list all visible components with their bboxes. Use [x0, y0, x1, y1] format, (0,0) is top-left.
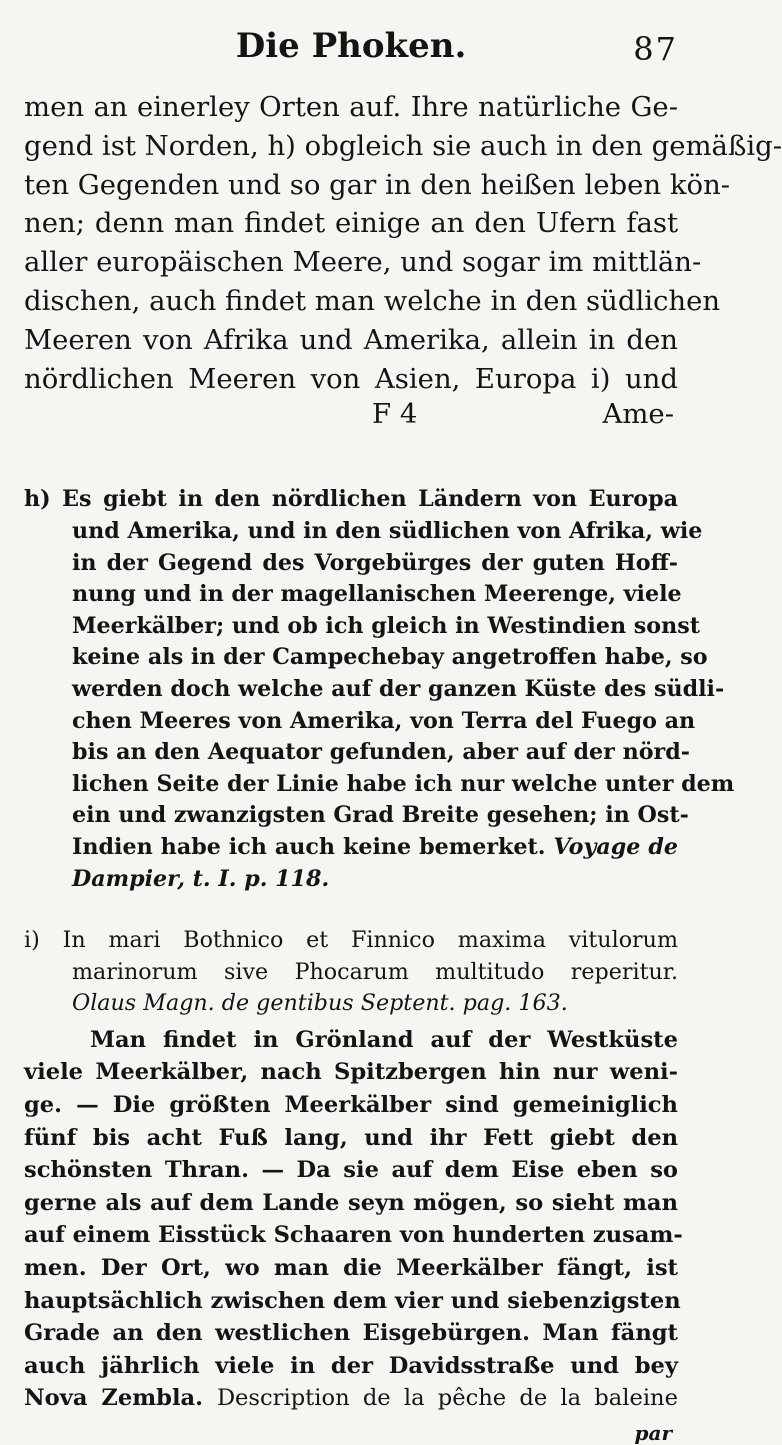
text-line: men. Der Ort, wo man die Meerkälber fängt, ist: [24, 1255, 678, 1282]
footnote-line: in der Gegend des Vorgebürges der guten Hoff-: [72, 549, 678, 576]
footnote-line: keine als in der Campechebay angetroffen habe, so: [72, 644, 708, 671]
citation: Description de la pêche de la baleine: [216, 1385, 678, 1412]
text-line: [24, 1382, 678, 1415]
text-line: auf einem Eisstück Schaaren von hunderten zusam-: [24, 1222, 683, 1249]
footnote-line: chen Meeres von Amerika, von Terra del Fuego an: [72, 707, 696, 734]
text-fragment: Nova Zembla.: [24, 1385, 204, 1412]
footnote-line: marinorum sive Phocarum multitudo reperitur.: [72, 958, 678, 985]
text-line: fünf bis acht Fuß lang, und ihr Fett giebt den: [24, 1124, 678, 1151]
text-line: auch jährlich viele in der Davidsstraße und bey: [24, 1352, 678, 1379]
footnote-line: [24, 864, 678, 896]
footnote-i: [24, 925, 678, 1020]
text-line: aller europäischen Meere, und sogar im mittlän-: [24, 246, 702, 279]
text-line: gend ist Norden, h) obgleich sie auch in den gemäßig-: [24, 129, 782, 162]
footnote-line: h) Es giebt in den nördlichen Ländern von Europa: [24, 486, 678, 513]
footnote-line: ein und zwanzigsten Grad Breite gesehen; in Ost-: [72, 802, 689, 829]
signature-mark: F 4: [372, 398, 418, 431]
text-line: nen; denn man findet einige an den Ufern fast: [24, 207, 678, 240]
text-line: hauptsächlich zwischen dem vier und siebenzigsten: [24, 1287, 681, 1314]
footnote-line: i) In mari Bothnico et Finnico maxima vitulorum: [24, 927, 678, 954]
main-text: [24, 88, 782, 398]
footnote-line: nung und in der magellanischen Meerenge, viele: [72, 581, 682, 608]
footnote-text: Indien habe ich auch keine bemerket.: [72, 833, 546, 860]
signature-row: [24, 398, 678, 440]
footnote-line: und Amerika, und in den südlichen von Afrika, wie: [72, 517, 703, 544]
text-line: gerne als auf dem Lande seyn mögen, so sieht man: [24, 1189, 678, 1216]
text-line: men an einerley Orten auf. Ihre natürliche Ge-: [24, 91, 678, 123]
citation: Voyage de: [553, 833, 678, 860]
footnote-line: [24, 832, 678, 864]
text-line: nördlichen Meeren von Asien, Europa i) und: [24, 362, 678, 395]
page-number: 87: [633, 30, 678, 68]
footnote-line: lichen Seite der Linie habe ich nur welche unter dem: [72, 770, 735, 797]
text-line: ge. — Die größten Meerkälber sind gemeiniglich: [24, 1092, 678, 1119]
footnote-line: bis an den Aequator gefunden, aber auf der nörd-: [72, 739, 690, 766]
citation: Olaus Magn. de gentibus Septent. pag. 163.: [72, 990, 568, 1017]
citation: Dampier, t. I. p. 118.: [72, 865, 330, 892]
running-title: Die Phoken.: [235, 26, 467, 66]
text-line: Man findet in Grönland auf der Westküste: [90, 1026, 678, 1053]
text-line: schönsten Thran. — Da sie auf dem Eise eben so: [24, 1157, 678, 1184]
main-text-continued: [24, 1024, 683, 1415]
text-line: dischen, auch findet man welche in den südlichen: [24, 284, 721, 317]
footnote-h: [24, 484, 735, 895]
text-line: ten Gegenden und so gar in den heißen leben kön-: [24, 168, 731, 201]
running-header: [24, 0, 678, 88]
footnote-line: Meerkälber; und ob ich gleich in Westindien sonst: [72, 612, 700, 639]
catchword: Ame-: [602, 398, 674, 431]
text-line: Grade an den westlichen Eisgebürgen. Man fängt: [24, 1320, 678, 1347]
text-line: viele Meerkälber, nach Spitzbergen hin nur weni-: [24, 1059, 678, 1086]
text-line: Meeren von Afrika und Amerika, allein in den: [24, 323, 678, 356]
catchword-bottom: par: [634, 1421, 672, 1445]
footnote-line: werden doch welche auf der ganzen Küste des südli-: [72, 675, 725, 702]
